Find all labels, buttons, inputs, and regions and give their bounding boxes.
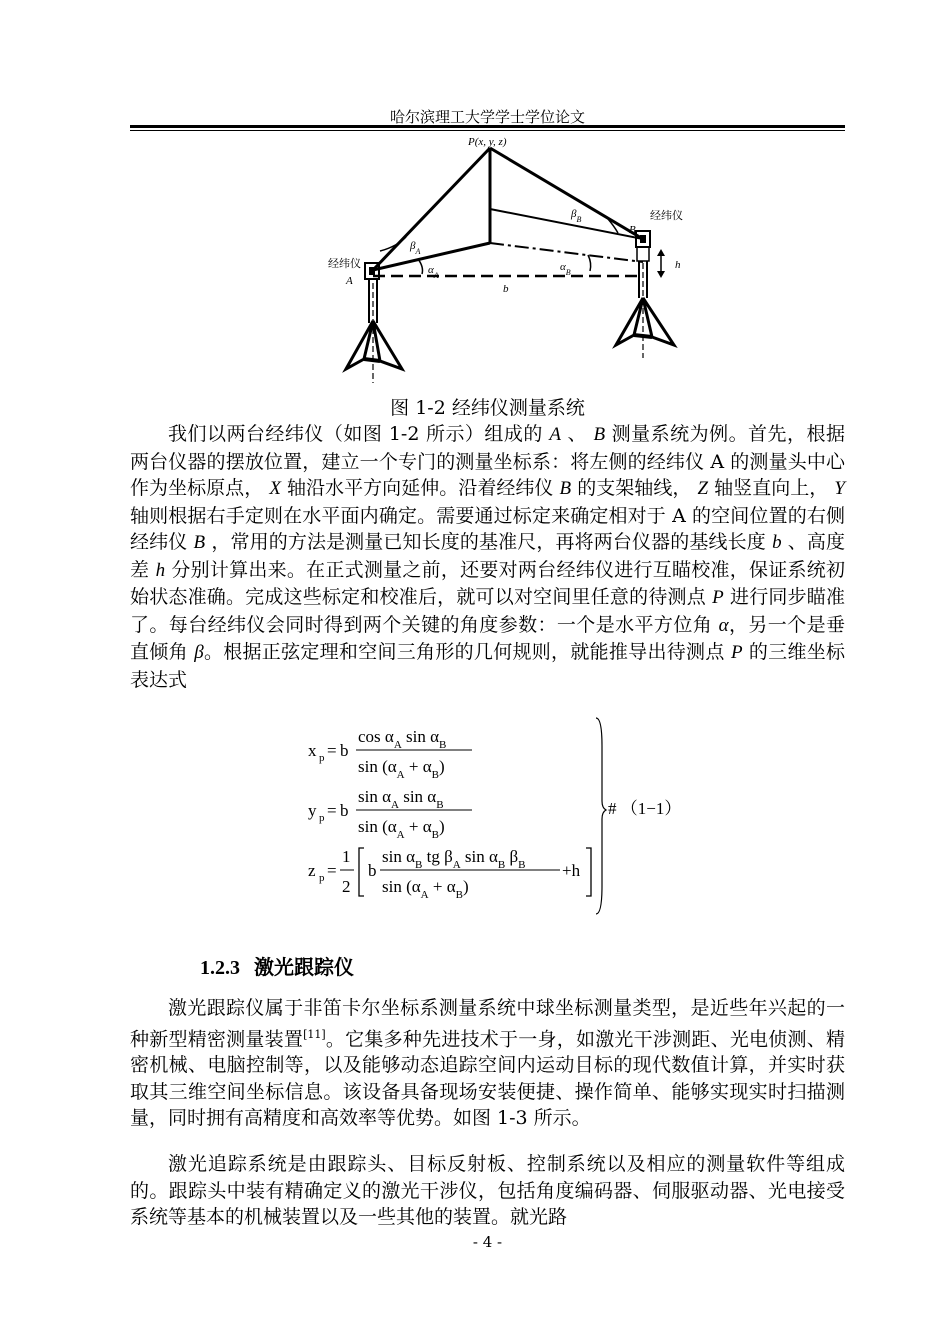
beta-a-label: $\beta_A$ [410,240,421,256]
svg-text:sin (αA + αB): $\sin (\alpha_A + \alpha_B)$ [358,817,445,841]
svg-text:p: p [319,812,325,824]
figure-caption: 图 1-2 经纬仪测量系统 [390,397,585,419]
svg-text:y: y [308,801,317,820]
alpha-b-arc [588,255,591,271]
svg-text:sin (αA + αB): $\sin (\alpha_A + \alpha_B)$ [382,877,469,901]
theodolite-a-icon [346,263,402,383]
svg-text:1: 1 [342,847,351,866]
baseline-label: b [503,283,509,295]
svg-text:p: p [319,752,325,764]
alpha-a-label: $\alpha_A$ [428,264,439,280]
svg-text:2: 2 [342,877,351,896]
svg-text:=: = [327,741,337,760]
coordinate-formula [300,716,730,916]
theodolite-diagram [318,133,690,387]
height-label: h [675,259,681,271]
svg-text:b: b [340,741,349,760]
svg-text:x: x [308,741,317,760]
page-header: 哈尔滨理工大学学士学位论文 [389,108,585,126]
instrument-left-label: 经纬仪 [328,257,361,270]
svg-text:=: = [327,801,337,820]
svg-text:sin αA sin αB: $\sin \alpha_A$ $\sin \alpha_B$ [358,787,444,811]
paragraph-theodolite: 我们以两台经纬仪（如图 1-2 所示）组成的 A 、 B 测量系统为例。首先，根据两台仪器的摆放位置，建立一个专门的测量坐标系：将左侧的经纬仪 A 的测量头中心作为坐标原点， X 轴沿水平方向延伸。沿着经纬仪 B 的支架轴线， Z 轴竖直向上， Y 轴则根据右手定则在水平面内确定。需要通过标定来确定相对于 A 的空间位置的右侧经纬仪 B ，常用的方法是测量已知长度的基准尺，再将两台仪器的基线长度 b 、高度差 h 分别计算出来。在正式测量之前，还要对两台经纬仪进行互瞄校准，保证系统初始状态准确。完成这些标定和校准后，就可以对空间里任意的待测点 P 进行同步瞄准了。每台经纬仪会同时得到两个关键的角度参数：一个是水平方位角 α，另一个是垂直倾角 β。根据正弦定理和空间三角形的几何规则，就能推导出待测点 P 的三维坐标表达式 [130,423,846,691]
alpha-a-arc [418,259,423,274]
svg-text:sin (αA + αB): $\sin (\alpha_A + \alpha_B)$ [358,757,445,781]
beta-b-label: $\beta_B$ [571,208,582,224]
header-rule-thick [130,125,845,128]
svg-text:sin αB tg βA sin αB βB: $\sin \alpha_B$ tg $\beta_A$ $\sin \alpha_B$ $\beta_B$ [382,847,526,871]
page-number: - 4 - [472,1233,503,1251]
point-a-label: A [346,275,353,287]
svg-text:p: p [319,872,325,884]
svg-text:+h: +h [562,861,581,880]
svg-text:# （1−1）: # （1−1） [608,799,682,818]
theodolite-b-icon [616,231,674,358]
paragraph-laser-tracker: 激光跟踪仪属于非笛卡尔坐标系测量系统中球坐标测量类型，是近些年兴起的一种新型精密测量装置[11]。它集多种先进技术于一身，如激光干涉测距、光电侦测、精密机械、电脑控制等，以及能够动态追踪空间内运动目标的现代数值计算，并实时获取其三维空间坐标信息。该设备具备现场安装便捷、操作简单、能够实现实时扫描测量，同时拥有高精度和高效率等优势。如图 1-3 所示。 [130,997,845,1130]
sight-line-a [373,148,490,270]
svg-text:cos αA sin αB: $\cos \alpha_A$ $\sin \alpha_B$ [358,727,447,751]
section-heading: 1.2.3 激光跟踪仪 [200,955,354,979]
svg-text:z: z [308,861,316,880]
projection-dashed [490,243,643,262]
header-rule-thin [130,130,845,131]
citation-ref: [11] [303,1027,326,1041]
svg-text:=: = [327,861,337,880]
instrument-right-label: 经纬仪 [650,209,683,222]
sight-line-b [490,148,643,239]
svg-text:b: b [340,801,349,820]
point-p-label: P(x, y, z) [468,136,507,148]
alpha-b-label: $\alpha_B$ [560,261,571,277]
point-b-label: B [629,224,636,236]
svg-text:b: b [368,861,377,880]
paragraph-tracking-system: 激光追踪系统是由跟踪头、目标反射板、控制系统以及相应的测量软件等组成的。跟踪头中装有精确定义的激光干涉仪，包括角度编码器、伺服驱动器、光电接受系统等基本的机械装置以及一些其他的装置。就光路 [130,1153,845,1228]
